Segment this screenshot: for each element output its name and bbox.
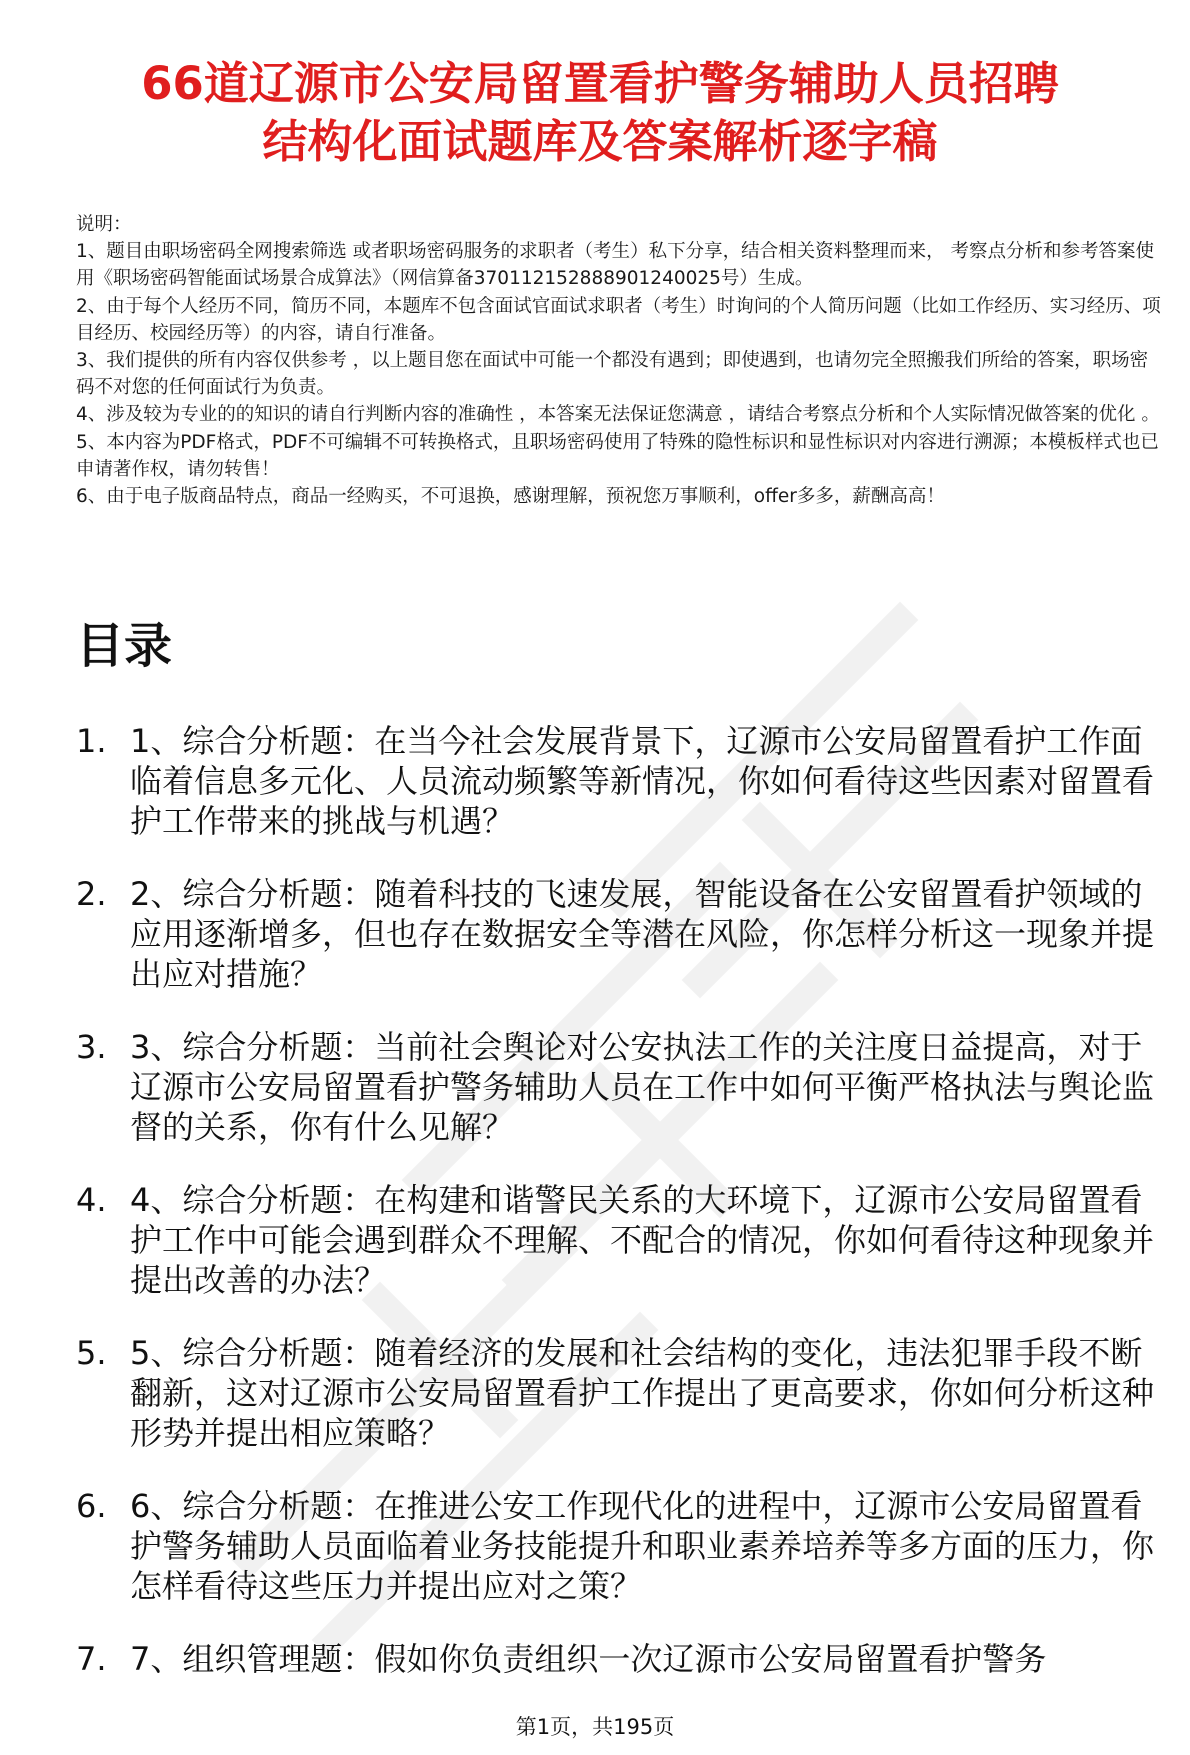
note-item: 5、本内容为PDF格式，PDF不可编辑不可转换格式，且职场密码使用了特殊的隐性标识和显性标识对内容进行溯源；本模板样式也已申请著作权，请勿转售！ [76,431,1159,480]
toc-item-text: 1、综合分析题：在当今社会发展背景下，辽源市公安局留置看护工作面临着信息多元化、人员流动频繁等新情况，你如何看待这些因素对留置看护工作带来的挑战与机遇？ [130,722,1155,840]
toc-item-number: 5. [76,1334,107,1372]
toc-item[interactable] [76,1027,1166,1147]
document-title [60,55,1140,171]
notes-section [76,211,1166,510]
toc-item-text: 6、综合分析题：在推进公安工作现代化的进程中，辽源市公安局留置看护警务辅助人员面临着业务技能提升和职业素养培养等多方面的压力，你怎样看待这些压力并提出应对之策？ [130,1487,1155,1605]
toc-item[interactable] [76,874,1166,994]
note-item: 4、涉及较为专业的的知识的请自行判断内容的准确性 ，本答案无法保证您满意 ，请结合考察点分析和个人实际情况做答案的优化 。 [76,404,1160,426]
toc-item[interactable] [76,1333,1166,1453]
toc-item-number: 2. [76,875,107,913]
note-item: 2、由于每个人经历不同，简历不同，本题库不包含面试官面试求职者（考生）时询问的个人简历问题（比如工作经历、实习经历、项目经历、校园经历等）的内容，请自行准备。 [76,295,1161,344]
toc-item[interactable] [76,721,1166,841]
toc-item-number: 4. [76,1181,107,1219]
toc-item-text: 5、综合分析题：随着经济的发展和社会结构的变化，违法犯罪手段不断翻新，这对辽源市公安局留置看护工作提出了更高要求，你如何分析这种形势并提出相应策略？ [130,1334,1155,1452]
toc-item-text: 7、组织管理题：假如你负责组织一次辽源市公安局留置看护警务 [130,1640,1047,1678]
page-footer: 第1页，共195页 [515,1715,675,1739]
toc-item-number: 7. [76,1640,107,1678]
title-line-2: 结构化面试题库及答案解析逐字稿 [262,115,938,168]
toc-heading: 目录 [76,618,173,674]
toc-item-number: 3. [76,1028,107,1066]
toc-item[interactable] [76,1639,1166,1679]
toc-item-number: 1. [76,722,107,760]
title-line-1: 66道辽源市公安局留置看护警务辅助人员招聘 [141,57,1059,110]
toc-item[interactable] [76,1180,1166,1300]
toc-item-text: 3、综合分析题：当前社会舆论对公安执法工作的关注度日益提高，对于辽源市公安局留置看护警务辅助人员在工作中如何平衡严格执法与舆论监督的关系，你有什么见解？ [130,1028,1155,1146]
notes-heading: 说明： [76,214,132,235]
note-item: 1、题目由职场密码全网搜索筛选 或者职场密码服务的求职者（考生）私下分享，结合相关资料整理而来， 考察点分析和参考答案使用《职场密码智能面试场景合成算法》（网信算备370112152888901240025号）生成。 [76,241,1155,290]
toc-item-number: 6. [76,1487,107,1525]
note-item: 3、我们提供的所有内容仅供参考 ，以上题目您在面试中可能一个都没有遇到；即使遇到，也请勿完全照搬我们所给的答案，职场密码不对您的任何面试行为负责。 [76,350,1149,399]
note-item: 6、由于电子版商品特点，商品一经购买，不可退换，感谢理解，预祝您万事顺利，offer多多，薪酬高高！ [76,486,945,508]
toc-list [76,721,1166,1712]
toc-item-text: 2、综合分析题：随着科技的飞速发展，智能设备在公安留置看护领域的应用逐渐增多，但也存在数据安全等潜在风险，你怎样分析这一现象并提出应对措施？ [130,875,1155,993]
toc-item-text: 4、综合分析题：在构建和谐警民关系的大环境下，辽源市公安局留置看护工作中可能会遇到群众不理解、不配合的情况，你如何看待这种现象并提出改善的办法？ [130,1181,1155,1299]
toc-item[interactable] [76,1486,1166,1606]
